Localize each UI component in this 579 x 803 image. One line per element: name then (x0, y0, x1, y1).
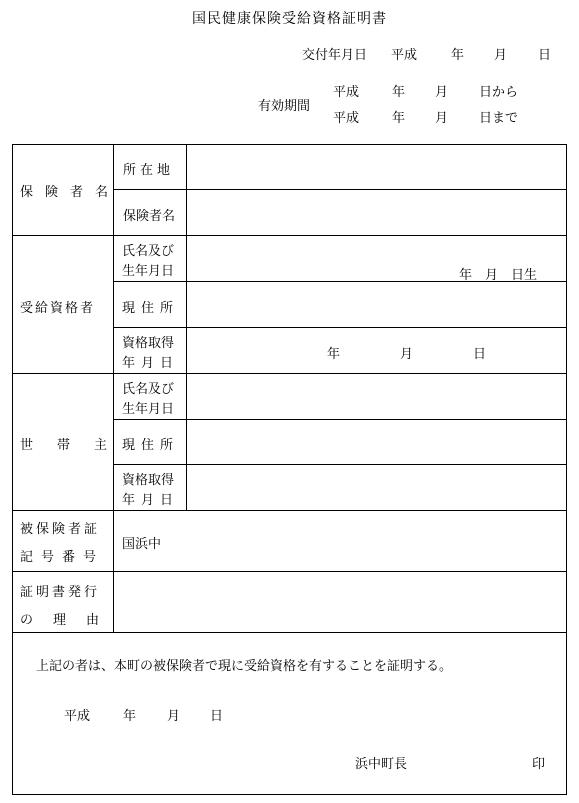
insurer-section-text: 保険者名 (20, 185, 121, 200)
divider-insurer-row (113, 189, 567, 190)
validity-to-era: 平成 (333, 111, 360, 126)
recipient-qual-day: 日 (473, 347, 487, 362)
recipient-qual-label-2: 年月日 (122, 356, 180, 371)
validity-from-year: 年 (392, 85, 406, 100)
certification-text: 上記の者は、本町の被保険者で現に受給資格を有することを証明する。 (36, 659, 453, 674)
householder-name-dob-label-1: 氏名及び (122, 382, 175, 397)
recipient-qual-label-1: 資格取得 (122, 336, 175, 351)
insured-number-label-1: 被保険者証 (20, 522, 101, 537)
validity-to-month: 月 (435, 111, 449, 126)
divider-number-reason (12, 571, 567, 572)
divider-householder-row1 (113, 419, 567, 420)
issue-date-day: 日 (538, 48, 552, 63)
column-divider-2 (186, 144, 187, 510)
divider-recipient-row2 (113, 327, 567, 328)
signer-title: 浜中町長 (355, 757, 408, 772)
validity-label: 有効期間 (258, 99, 311, 114)
signature-date-year: 年 (123, 709, 137, 724)
recipient-qual-year: 年 (327, 347, 341, 362)
issue-date-era: 平成 (391, 48, 418, 63)
divider-recipient-householder (12, 373, 567, 374)
divider-householder-number (12, 510, 567, 511)
divider-householder-row2 (113, 464, 567, 465)
seal-mark: 印 (532, 757, 546, 772)
issue-date-year: 年 (451, 48, 465, 63)
recipient-dob-suffix: 年 月 日生 (459, 268, 538, 283)
validity-to-day: 日まで (479, 111, 519, 126)
insurer-address-label: 所在地 (123, 163, 175, 178)
recipient-qual-month: 月 (400, 347, 414, 362)
reason-label-2: の理由 (20, 613, 120, 628)
certificate-table (12, 144, 567, 795)
signature-date-month: 月 (167, 709, 181, 724)
insured-number-label-2: 記号番号 (20, 550, 105, 565)
recipient-name-dob-label-2: 生年月日 (122, 264, 175, 279)
issue-date-month: 月 (494, 48, 508, 63)
validity-from-era: 平成 (333, 85, 360, 100)
householder-section-text: 世帯主 (20, 438, 132, 453)
reason-label-1: 証明書発行 (20, 585, 101, 600)
householder-section-label (20, 434, 132, 453)
insurer-section-label (20, 181, 121, 200)
document-title: 国民健康保険受給資格証明書 (192, 11, 387, 27)
issue-date-label: 交付年月日 (302, 48, 368, 63)
divider-insurer-recipient (12, 235, 567, 236)
validity-to-year: 年 (392, 111, 406, 126)
column-divider-1 (113, 144, 114, 632)
divider-reason-text (12, 632, 567, 633)
recipient-section-label: 受給資格者 (20, 301, 96, 316)
householder-name-dob-label-2: 生年月日 (122, 402, 175, 417)
recipient-address-label: 現住所 (122, 301, 180, 316)
validity-from-day: 日から (479, 85, 519, 100)
signature-date-era: 平成 (64, 709, 91, 724)
recipient-name-dob-label-1: 氏名及び (122, 244, 175, 259)
signature-date-day: 日 (210, 709, 224, 724)
householder-address-label: 現住所 (122, 438, 180, 453)
validity-from-month: 月 (435, 85, 449, 100)
householder-qual-label-1: 資格取得 (122, 473, 175, 488)
householder-qual-label-2: 年月日 (122, 493, 180, 508)
insured-number-value: 国浜中 (122, 537, 162, 552)
insurer-name-label: 保険者名 (123, 209, 176, 224)
